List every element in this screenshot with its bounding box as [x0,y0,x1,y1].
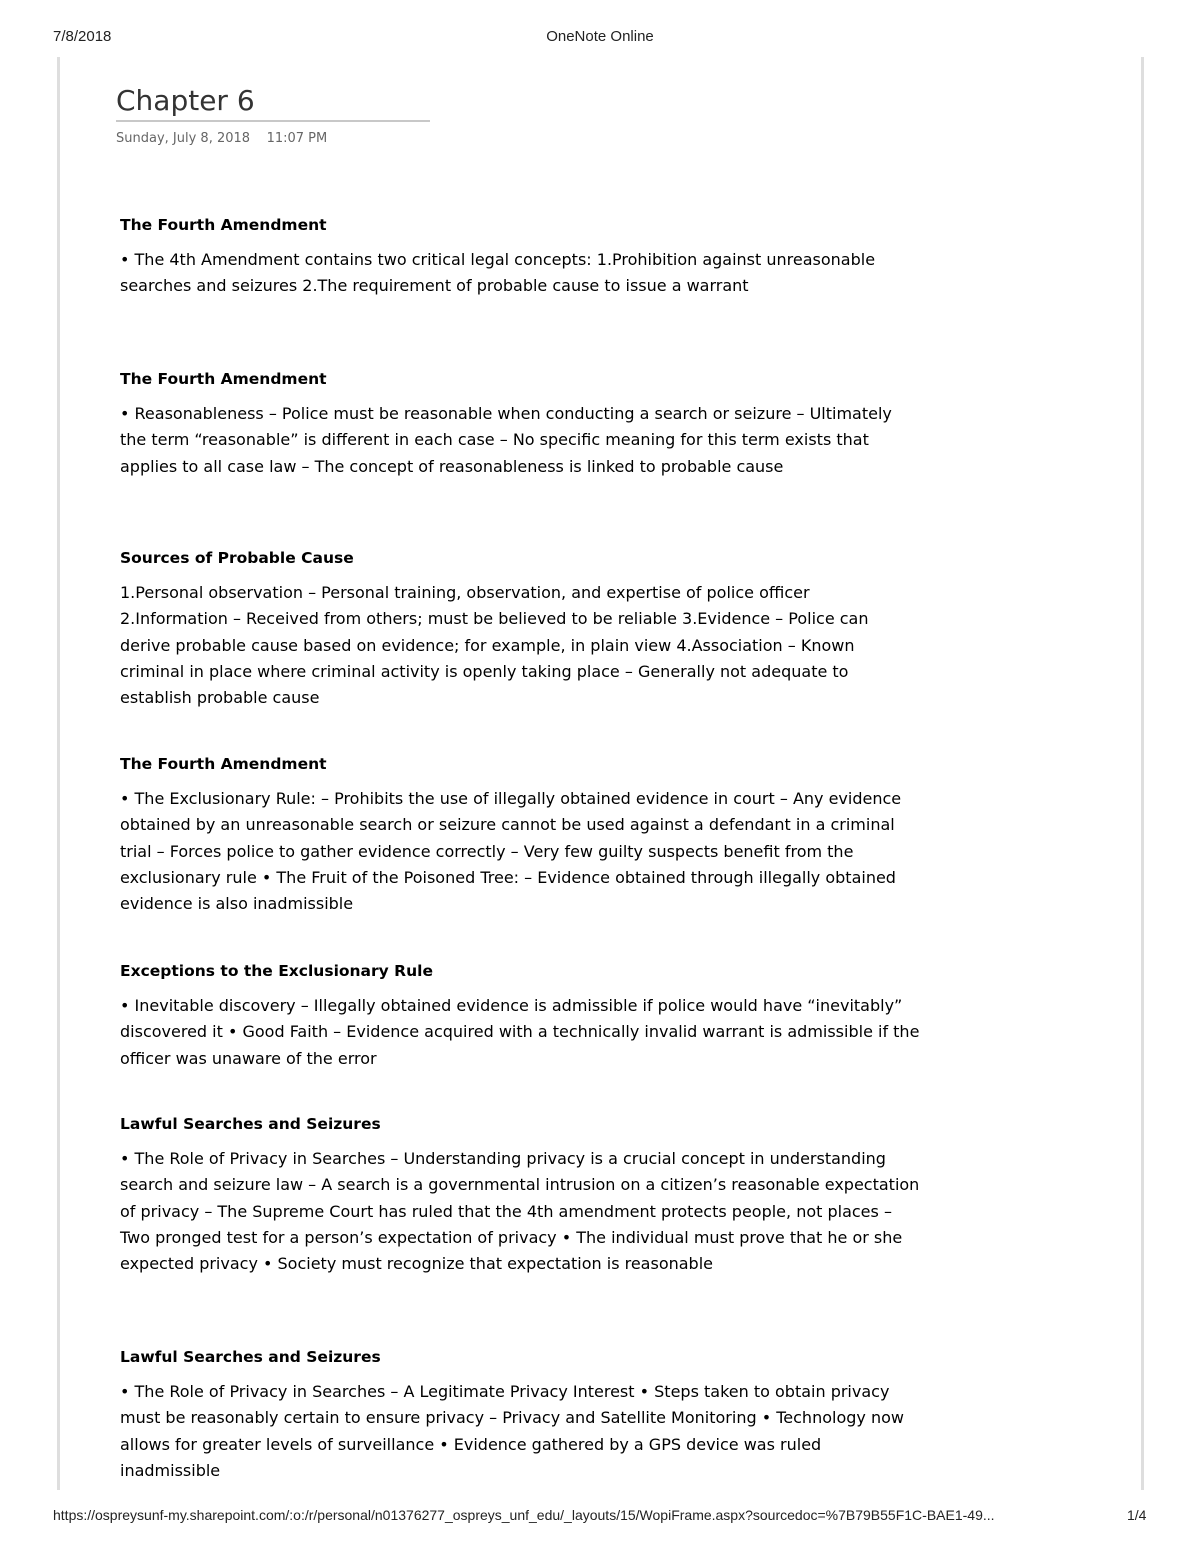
section-heading: The Fourth Amendment [120,370,327,388]
print-date: 7/8/2018 [53,28,112,45]
section-body: • The 4th Amendment contains two critical legal concepts: 1.Prohibition against unreasonable searches and seizures 2.The requirement of probable cause to issue a warrant [120,250,876,296]
print-header [0,28,1200,50]
page-url: https://ospreysunf-my.sharepoint.com/:o:/r/personal/n01376277_ospreys_unf_edu/_layouts/15/WopiFrame.aspx?sourcedoc=%7B79B55F1C-BAE1-49... [53,1507,995,1523]
section-heading: The Fourth Amendment [120,216,327,234]
note-section [120,958,920,1072]
page-number: 1/4 [1127,1507,1147,1523]
note-section [120,545,920,711]
frame-right-border [1141,57,1144,1490]
section-heading: Lawful Searches and Seizures [120,1348,381,1366]
section-heading: Lawful Searches and Seizures [120,1115,381,1133]
section-body: • The Role of Privacy in Searches – Understanding privacy is a crucial concept in understanding search and seizure law – A search is a governmental intrusion on a citizen’s reasonable expectation of privacy – The Supreme Court has ruled that the 4th amendment protects people, not places – Two pronged test for a person’s expectation of privacy • The individual must prove that he or she expected privacy • Society must recognize that expectation is reasonable [120,1149,920,1274]
app-title: OneNote Online [546,28,654,45]
page-title[interactable]: Chapter 6 [116,84,255,117]
note-section [120,1344,920,1484]
section-body: • Inevitable discovery – Illegally obtained evidence is admissible if police would have “inevitably” discovered it • Good Faith – Evidence acquired with a technically invalid warrant is admissible if the officer was unaware of the error [120,996,920,1068]
note-section [120,366,920,480]
section-body: • Reasonableness – Police must be reasonable when conducting a search or seizure – Ultimately the term “reasonable” is different in each case – No specific meaning for this term exists that applies to all case law – The concept of reasonableness is linked to probable cause [120,404,892,476]
section-heading: Exceptions to the Exclusionary Rule [120,962,433,980]
note-section [120,1111,920,1277]
frame-left-border [57,57,60,1490]
section-body: • The Exclusionary Rule: – Prohibits the use of illegally obtained evidence in court – Any evidence obtained by an unreasonable search or seizure cannot be used against a defendant in a criminal trial – Forces police to gather evidence correctly – Very few guilty suspects benefit from the exclusionary rule • The Fruit of the Poisoned Tree: – Evidence obtained through illegally obtained evidence is also inadmissible [120,789,902,914]
section-heading: The Fourth Amendment [120,755,327,773]
note-section [120,751,920,917]
note-section [120,212,920,300]
section-heading: Sources of Probable Cause [120,549,354,567]
section-body: 1.Personal observation – Personal training, observation, and expertise of police officer 2.Information – Received from others; must be believed to be reliable 3.Evidence – Police can derive probable cause based on evidence; for example, in plain view 4.Association – Known criminal in place where criminal activity is openly taking place – Generally not adequate to establish probable cause [120,583,869,708]
section-body: • The Role of Privacy in Searches – A Legitimate Privacy Interest • Steps taken to obtain privacy must be reasonably certain to ensure privacy – Privacy and Satellite Monitoring • Technology now allows for greater levels of surveillance • Evidence gathered by a GPS device was ruled inadmissible [120,1382,904,1480]
page-date-time: Sunday, July 8, 2018 11:07 PM [116,131,328,146]
title-underline [116,120,430,122]
